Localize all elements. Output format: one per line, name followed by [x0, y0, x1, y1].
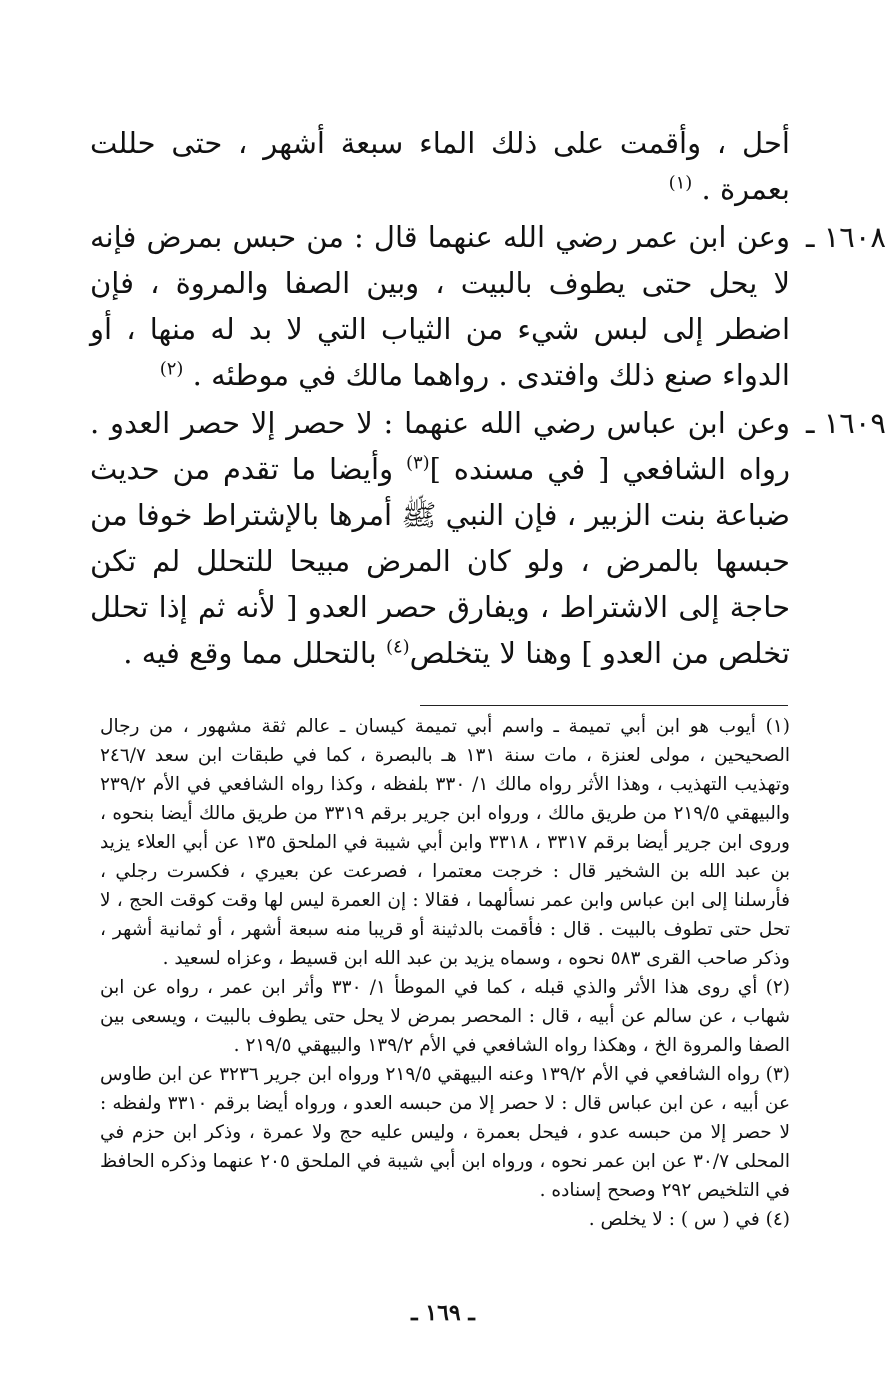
footnote-1: (١) أيوب هو ابن أبي تميمة ـ واسم أبي تميمة كيسان ـ عالم ثقة مشهور ، من رجال الصحيحين ، مولى لعنزة ، مات سنة ١٣١ هـ بالبصرة ، كما في طبقات ابن سعد ٢٤٦/٧ وتهذيب التهذيب ، وهذا الأثر رواه مالك ١/ ٣٣٠ بلفظه ، وكذا رواه الشافعي في الأم ٢٣٩/٢ والبيهقي ٢١٩/٥ من طريق مالك ، ورواه ابن جرير برقم ٣٣١٩ من طريق مالك أيضا بنحوه ، وروى ابن جرير أيضا برقم ٣٣١٧ ، ٣٣١٨ وابن أبي شيبة في الملحق ١٣٥ عن أبي العلاء يزيد بن عبد الله بن الشخير قال : خرجت معتمرا ، فصرعت عن بعيري ، فكسرت رجلي ، فأرسلنا إلى ابن عباس وابن عمر نسألهما ، فقالا : إن العمرة ليس لها وقت كوقت الحج ، لا تحل حتى تطوف بالبيت . قال : فأقمت بالدثينة أو قريبا منه سبعة أشهر ، أو ثمانية أشهر ، وذكر صاحب القرى ٥٨٣ نحوه ، وسماه يزيد بن عبد الله ابن قسيط ، وعزاه لسعيد .	[100, 716, 790, 969]
entry-number: ١٦٠٩ ـ	[805, 406, 886, 440]
main-text	[90, 120, 886, 676]
footnote-ref-2: (٢)	[159, 358, 184, 380]
entry-text	[90, 400, 790, 676]
footnote-2: (٢) أي روى هذا الأثر والذي قبله ، كما في الموطأ ١/ ٣٣٠ وأثر ابن عمر ، رواه عن ابن شهاب ، عن سالم عن أبيه ، قال : المحصر بمرض لا يحل حتى يطوف بالبيت ، ويسعى بين الصفا والمروة الخ ، وهكذا رواه الشافعي في الأم ١٣٩/٢ والبيهقي ٢١٩/٥ .	[100, 977, 790, 1056]
footnotes	[100, 712, 790, 1234]
footnote-4: (٤) في ( س ) : لا يخلص .	[588, 1209, 790, 1230]
footnote-ref-3: (٣)	[405, 452, 430, 474]
entry-1609	[90, 400, 886, 676]
intro-paragraph	[90, 120, 790, 212]
footnote-ref-4: (٤)	[385, 636, 410, 658]
entry-number: ١٦٠٨ ـ	[805, 220, 886, 254]
entry-body: وعن ابن عمر رضي الله عنهما قال : من حبس بمرض فإنه لا يحل حتى يطوف بالبيت ، وبين الصفا والمروة ، فإن اضطر إلى لبس شيء من الثياب التي لا بد له منها ، أو الدواء صنع ذلك وافتدى . رواهما مالك في موطئه .	[90, 220, 790, 392]
footnote-3: (٣) رواه الشافعي في الأم ١٣٩/٢ وعنه البيهقي ٢١٩/٥ ورواه ابن جرير ٣٢٣٦ عن ابن طاوس عن أبيه ، عن ابن عباس قال : لا حصر إلا من حبسه العدو ، ورواه أيضا برقم ٣٣١٠ ولفظه : لا حصر إلا من حبسه عدو ، فيحل بعمرة ، وليس عليه حج ولا عمرة ، وذكر ابن حزم في المحلى ٣٠/٧ عن ابن عمر نحوه ، ورواه ابن أبي شيبة في الملحق ٢٠٥ عنهما وذكره الحافظ في التلخيص ٢٩٢ وصحح إسناده .	[100, 1064, 790, 1201]
footnote-divider	[420, 705, 788, 706]
page-number: ـ ١٦٩ ـ	[411, 1300, 475, 1326]
entry-body-part-b: وأيضا ما تقدم من حديث ضباعة بنت الزبير ، فإن النبي ﷺ أمرها بالإشتراط خوفا من حبسها بالمرض ، ولو كان المرض مبيحا للتحلل لم تكن حاجة إلى الاشتراط ، ويفارق حصر العدو [ لأنه ثم إذا تحلل تخلص من العدو ] وهنا لا يتخلص	[90, 452, 790, 670]
footnote-ref-1: (١)	[668, 172, 693, 194]
entry-1608	[90, 214, 886, 398]
entry-body-part-a: وعن ابن عباس رضي الله عنهما : لا حصر إلا حصر العدو . رواه الشافعي [ في مسنده ]	[90, 406, 790, 486]
intro-text: أحل ، وأقمت على ذلك الماء سبعة أشهر ، حتى حللت بعمرة .	[90, 126, 790, 206]
entry-body-part-c: بالتحلل مما وقع فيه .	[123, 636, 386, 670]
entry-text	[90, 214, 790, 398]
